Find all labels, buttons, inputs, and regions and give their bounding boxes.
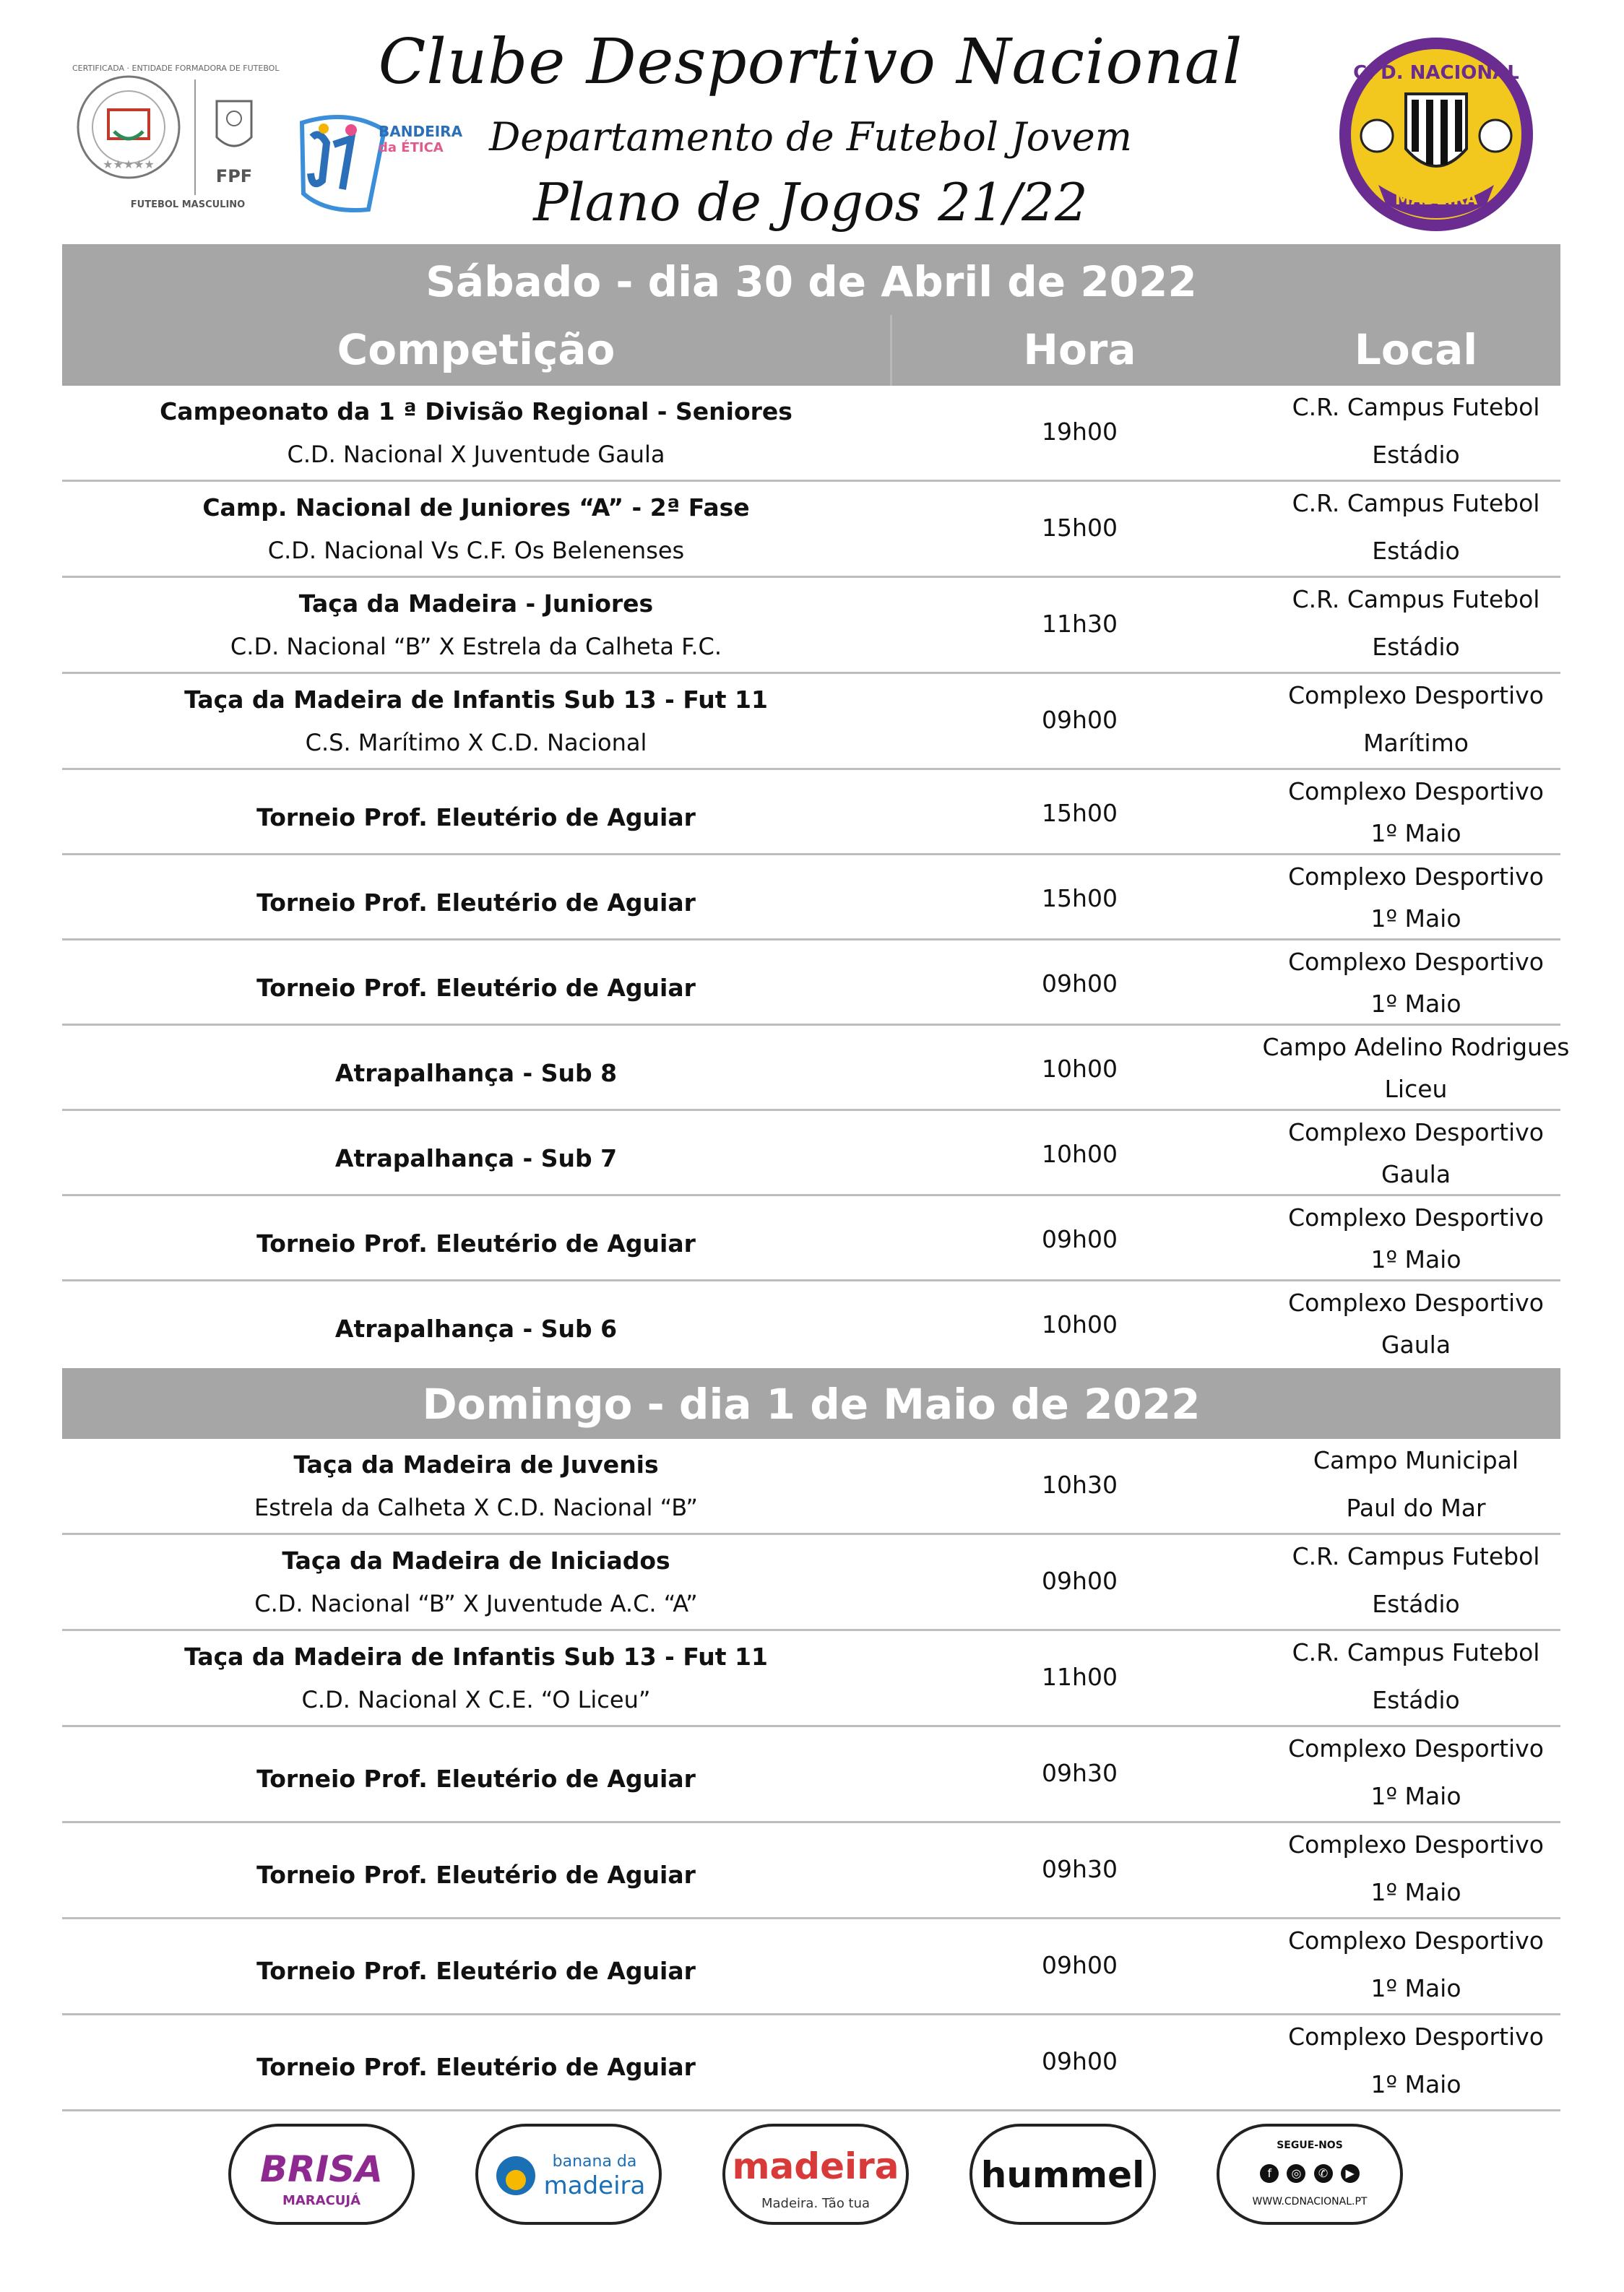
match-teams: C.D. Nacional X C.E. “O Liceu” (301, 1686, 651, 1713)
venue-line2: Estádio (1372, 633, 1460, 661)
venue-line1: C.R. Campus Futebol (1292, 1542, 1540, 1570)
game-row (62, 855, 1560, 940)
madeira-sub: Madeira. Tão tua (761, 2196, 871, 2211)
venue-line1: Complexo Desportivo (1288, 1830, 1544, 1859)
etica-line2: da ÉTICA (379, 140, 444, 155)
venue-line2: 1º Maio (1370, 819, 1461, 847)
game-row (62, 770, 1560, 855)
venue-line2: Estádio (1372, 537, 1460, 565)
game-row (62, 1026, 1570, 1111)
youtube-icon[interactable]: ▶ (1341, 2164, 1360, 2183)
sponsor-strip (217, 2124, 1416, 2231)
match-teams: C.D. Nacional Vs C.F. Os Belenenses (267, 537, 685, 564)
club-website[interactable]: WWW.CDNACIONAL.PT (1252, 2196, 1368, 2207)
competition-name: Atrapalhança - Sub 7 (334, 1144, 618, 1172)
game-row (62, 1439, 1560, 1535)
instagram-icon[interactable]: ◎ (1287, 2164, 1305, 2183)
venue-line1: Complexo Desportivo (1288, 2023, 1544, 2051)
venue-line2: Liceu (1384, 1075, 1448, 1103)
competition-name: Torneio Prof. Eleutério de Aguiar (256, 1861, 696, 1889)
page-header (0, 0, 1621, 246)
competition-name: Torneio Prof. Eleutério de Aguiar (256, 1765, 696, 1793)
game-row (62, 578, 1560, 674)
social-label: SEGUE-NOS (1277, 2140, 1343, 2151)
competition-name: Torneio Prof. Eleutério de Aguiar (256, 974, 696, 1002)
venue-line2: 1º Maio (1370, 1782, 1461, 1810)
game-row (62, 1631, 1560, 1727)
game-time: 09h00 (1042, 1225, 1118, 1253)
competition-name: Torneio Prof. Eleutério de Aguiar (256, 1229, 696, 1258)
venue-line2: Gaula (1381, 1160, 1451, 1188)
venue-line2: 1º Maio (1370, 990, 1461, 1018)
day-header-sunday (62, 1368, 1560, 1439)
game-row (62, 1281, 1560, 1365)
game-time: 10h00 (1042, 1310, 1118, 1339)
venue-line2: Estádio (1372, 1590, 1460, 1618)
game-time: 10h00 (1042, 1055, 1118, 1083)
competition-name: Campeonato da 1 ª Divisão Regional - Seniores (160, 397, 792, 425)
game-row (62, 2015, 1560, 2111)
venue-line1: Complexo Desportivo (1288, 1734, 1544, 1763)
day-header-saturday (62, 244, 1560, 386)
venue-line1: Complexo Desportivo (1288, 948, 1544, 976)
venue-line2: 1º Maio (1370, 1245, 1461, 1273)
venue-line2: Estádio (1372, 1686, 1460, 1714)
venue-line1: Campo Municipal (1313, 1446, 1519, 1474)
venue-line2: Marítimo (1363, 729, 1469, 757)
sponsor-banana-madeira (475, 2124, 662, 2225)
madeira-name: madeira (732, 2145, 899, 2187)
social-links (1217, 2124, 1403, 2225)
competition-name: Taça da Madeira de Infantis Sub 13 - Fut 11 (184, 686, 768, 714)
venue-line2: Estádio (1372, 441, 1460, 469)
game-row (62, 1111, 1560, 1196)
department-subtitle: Departamento de Futebol Jovem (489, 114, 1132, 160)
game-time: 09h30 (1042, 1855, 1118, 1883)
competition-name: Taça da Madeira de Juvenis (293, 1450, 659, 1479)
competition-name: Taça da Madeira de Iniciados (282, 1547, 670, 1575)
fpf-ring-text: CERTIFICADA · ENTIDADE FORMADORA DE FUTEBOL (72, 64, 280, 73)
competition-name: Taça da Madeira de Infantis Sub 13 - Fut 11 (184, 1643, 768, 1671)
venue-line1: Complexo Desportivo (1288, 1926, 1544, 1955)
badge-bottom-text: MADEIRA (1394, 191, 1478, 209)
match-teams: Estrela da Calheta X C.D. Nacional “B” (254, 1494, 698, 1521)
competition-name: Taça da Madeira - Juniores (298, 589, 654, 618)
game-time: 09h00 (1042, 706, 1118, 734)
game-row (62, 674, 1560, 770)
competition-name: Atrapalhança - Sub 6 (334, 1315, 618, 1343)
game-time: 15h00 (1042, 514, 1118, 542)
column-header-venue: Local (1354, 325, 1478, 374)
venue-line1: C.R. Campus Futebol (1292, 585, 1540, 613)
badge-top-text: C. D. NACIONAL (1353, 62, 1519, 84)
venue-line1: C.R. Campus Futebol (1292, 393, 1540, 421)
game-time: 09h00 (1042, 1951, 1118, 1979)
game-time: 09h00 (1042, 969, 1118, 998)
game-row (62, 1919, 1560, 2015)
banana-line1: banana da (552, 2153, 637, 2171)
match-teams: C.S. Marítimo X C.D. Nacional (305, 729, 647, 756)
match-teams: C.D. Nacional “B” X Juventude A.C. “A” (254, 1590, 698, 1617)
banana-line2: madeira (543, 2171, 646, 2200)
sponsor-madeira (722, 2124, 909, 2225)
venue-line1: Complexo Desportivo (1288, 777, 1544, 805)
facebook-icon[interactable]: f (1260, 2164, 1279, 2183)
game-time: 11h30 (1042, 610, 1118, 638)
competition-name: Torneio Prof. Eleutério de Aguiar (256, 888, 696, 917)
game-row (62, 1727, 1560, 1823)
competition-name: Camp. Nacional de Juniores “A” - 2ª Fase (202, 493, 750, 522)
game-time: 09h00 (1042, 1567, 1118, 1595)
competition-name: Torneio Prof. Eleutério de Aguiar (256, 1957, 696, 1985)
game-row (62, 1196, 1560, 1281)
phone-icon[interactable]: ✆ (1314, 2164, 1333, 2183)
club-title: Clube Desportivo Nacional (378, 26, 1243, 98)
game-time: 15h00 (1042, 884, 1118, 912)
banana-sun-icon (494, 2154, 537, 2197)
fpf-caption: FUTEBOL MASCULINO (130, 199, 246, 210)
game-row (62, 1823, 1560, 1919)
fpf-acronym: FPF (215, 166, 253, 186)
fpf-stars: ★★★★★ (103, 157, 155, 171)
venue-line1: Complexo Desportivo (1288, 681, 1544, 709)
venue-line1: Complexo Desportivo (1288, 1118, 1544, 1146)
game-row (62, 386, 1560, 482)
cd-nacional-badge (1335, 33, 1537, 235)
brisa-sub: MARACUJÁ (282, 2193, 361, 2208)
game-time: 19h00 (1042, 418, 1118, 446)
venue-line2: Paul do Mar (1346, 1494, 1486, 1522)
column-header-row (62, 315, 1560, 386)
match-teams: C.D. Nacional “B” X Estrela da Calheta F.C. (230, 633, 722, 660)
venue-line1: Complexo Desportivo (1288, 1289, 1544, 1317)
brisa-name: BRISA (260, 2148, 383, 2190)
plan-title: Plano de Jogos 21/22 (533, 172, 1088, 233)
game-time: 09h00 (1042, 2047, 1118, 2075)
column-header-competition: Competição (337, 325, 616, 374)
competition-name: Torneio Prof. Eleutério de Aguiar (256, 803, 696, 831)
day-title-sunday: Domingo - dia 1 de Maio de 2022 (422, 1380, 1201, 1429)
day-title-saturday: Sábado - dia 30 de Abril de 2022 (426, 257, 1197, 306)
hummel-name: hummel (980, 2154, 1145, 2196)
game-row (62, 1535, 1560, 1631)
sponsor-hummel (969, 2124, 1156, 2225)
venue-line1: Campo Adelino Rodrigues (1262, 1033, 1570, 1061)
venue-line1: Complexo Desportivo (1288, 862, 1544, 891)
venue-line2: 1º Maio (1370, 1974, 1461, 2002)
venue-line1: Complexo Desportivo (1288, 1203, 1544, 1232)
social-icons (1219, 2164, 1400, 2183)
etica-line1: BANDEIRA (379, 123, 463, 140)
game-time: 09h30 (1042, 1759, 1118, 1787)
game-time: 11h00 (1042, 1663, 1118, 1691)
competition-name: Atrapalhança - Sub 8 (334, 1059, 618, 1087)
sponsor-brisa (228, 2124, 415, 2225)
game-time: 15h00 (1042, 799, 1118, 827)
venue-line2: 1º Maio (1370, 2070, 1461, 2098)
match-teams: C.D. Nacional X Juventude Gaula (287, 441, 665, 468)
game-time: 10h00 (1042, 1140, 1118, 1168)
venue-line1: C.R. Campus Futebol (1292, 489, 1540, 517)
competition-name: Torneio Prof. Eleutério de Aguiar (256, 2053, 696, 2081)
game-row (62, 482, 1560, 578)
column-header-time: Hora (1023, 325, 1136, 374)
venue-line2: 1º Maio (1370, 904, 1461, 933)
venue-line1: C.R. Campus Futebol (1292, 1638, 1540, 1666)
game-row (62, 940, 1560, 1026)
venue-line2: Gaula (1381, 1331, 1451, 1359)
game-time: 10h30 (1042, 1471, 1118, 1499)
venue-line2: 1º Maio (1370, 1878, 1461, 1906)
